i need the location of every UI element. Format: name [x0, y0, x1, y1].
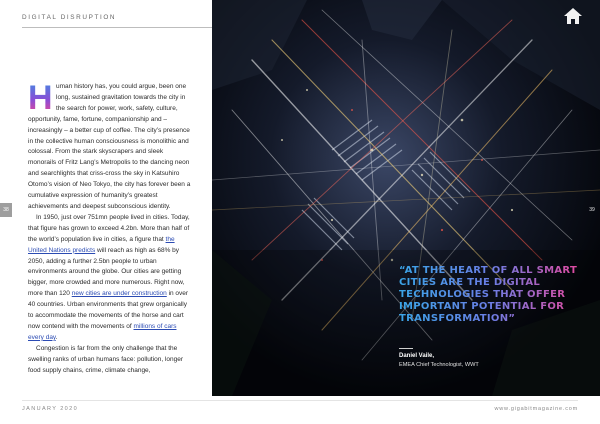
quote-author-title: EMEA Chief Technologist, WWT	[399, 362, 479, 368]
millions-of-cars-link[interactable]: millions of cars every day	[28, 322, 177, 341]
left-page	[0, 0, 212, 424]
paragraph-2-text-c: in over 40 countries. Urban environments that grew organically to accommodate the movements of the horse and cart now contend with the movements of	[28, 290, 189, 330]
header-rule	[22, 27, 212, 28]
paragraph-2-text-b: will reach as high as 68% by 2050, adding a further 2.5bn people to urban environments around the globe. Our cities are getting bigger, more crowded and more numerous. Right now, more than 120	[28, 246, 185, 298]
quote-rule	[399, 348, 413, 349]
footer-rule-right	[212, 400, 578, 401]
pull-quote: “AT THE HEART OF ALL SMART CITIES ARE THE DIGITAL TECHNOLOGIES THAT OFFER IMPORTANT POTENTIAL FOR TRANSFORMATION”	[399, 265, 578, 324]
un-predicts-link[interactable]: the United Nations predicts	[28, 235, 175, 254]
paragraph-1	[28, 79, 193, 213]
city-intersection-image	[212, 0, 600, 396]
quote-author-name: Daniel Vaile,	[399, 353, 435, 359]
home-icon[interactable]	[562, 6, 584, 26]
footer-website[interactable]: www.gigabitmagazine.com	[494, 406, 578, 412]
new-cities-link[interactable]: new cities are under construction	[71, 290, 167, 298]
paragraph-2	[28, 213, 193, 344]
article-body	[28, 79, 193, 376]
paragraph-3: Congestion is far from the only challenge that the swelling ranks of urban humans face: pollution, longer food supply chains, crime, climate change,	[28, 344, 184, 374]
section-label: DIGITAL DISRUPTION	[22, 14, 117, 21]
footer-date: JANUARY 2020	[22, 406, 79, 412]
paragraph-2-text-a: In 1950, just over 751mn people lived in cities. Today, that figure has grown to exceed 4.2bn. More than half of the world’s population live in cities, a figure that	[28, 213, 190, 243]
drop-cap: H	[28, 79, 53, 117]
paragraph-1-text: uman history has, you could argue, been one long, sustained gravitation towards the city in the search for power, work, safety, culture, opportunity, fame, fortune, companionship and – increasingly – a better cup of coffee. The city’s presence in the collective human consciousness is monolithic and colossal. From the stark skyscrapers and sleek monorails of Fritz Lang’s Metropolis to the dancing neon and searchlights that criss-cross the sky in Katsuhiro Otomo’s vision of Neo Tokyo, the city has forever been a cumulative expression of humanity’s greatest achievements and deepest subconscious identity.	[28, 83, 191, 210]
page-number-left: 38	[0, 203, 12, 217]
page-number-right: 39	[589, 207, 595, 213]
paragraph-2-text-d: .	[55, 333, 58, 341]
footer-rule-left	[22, 400, 212, 401]
city-photo	[212, 0, 600, 396]
